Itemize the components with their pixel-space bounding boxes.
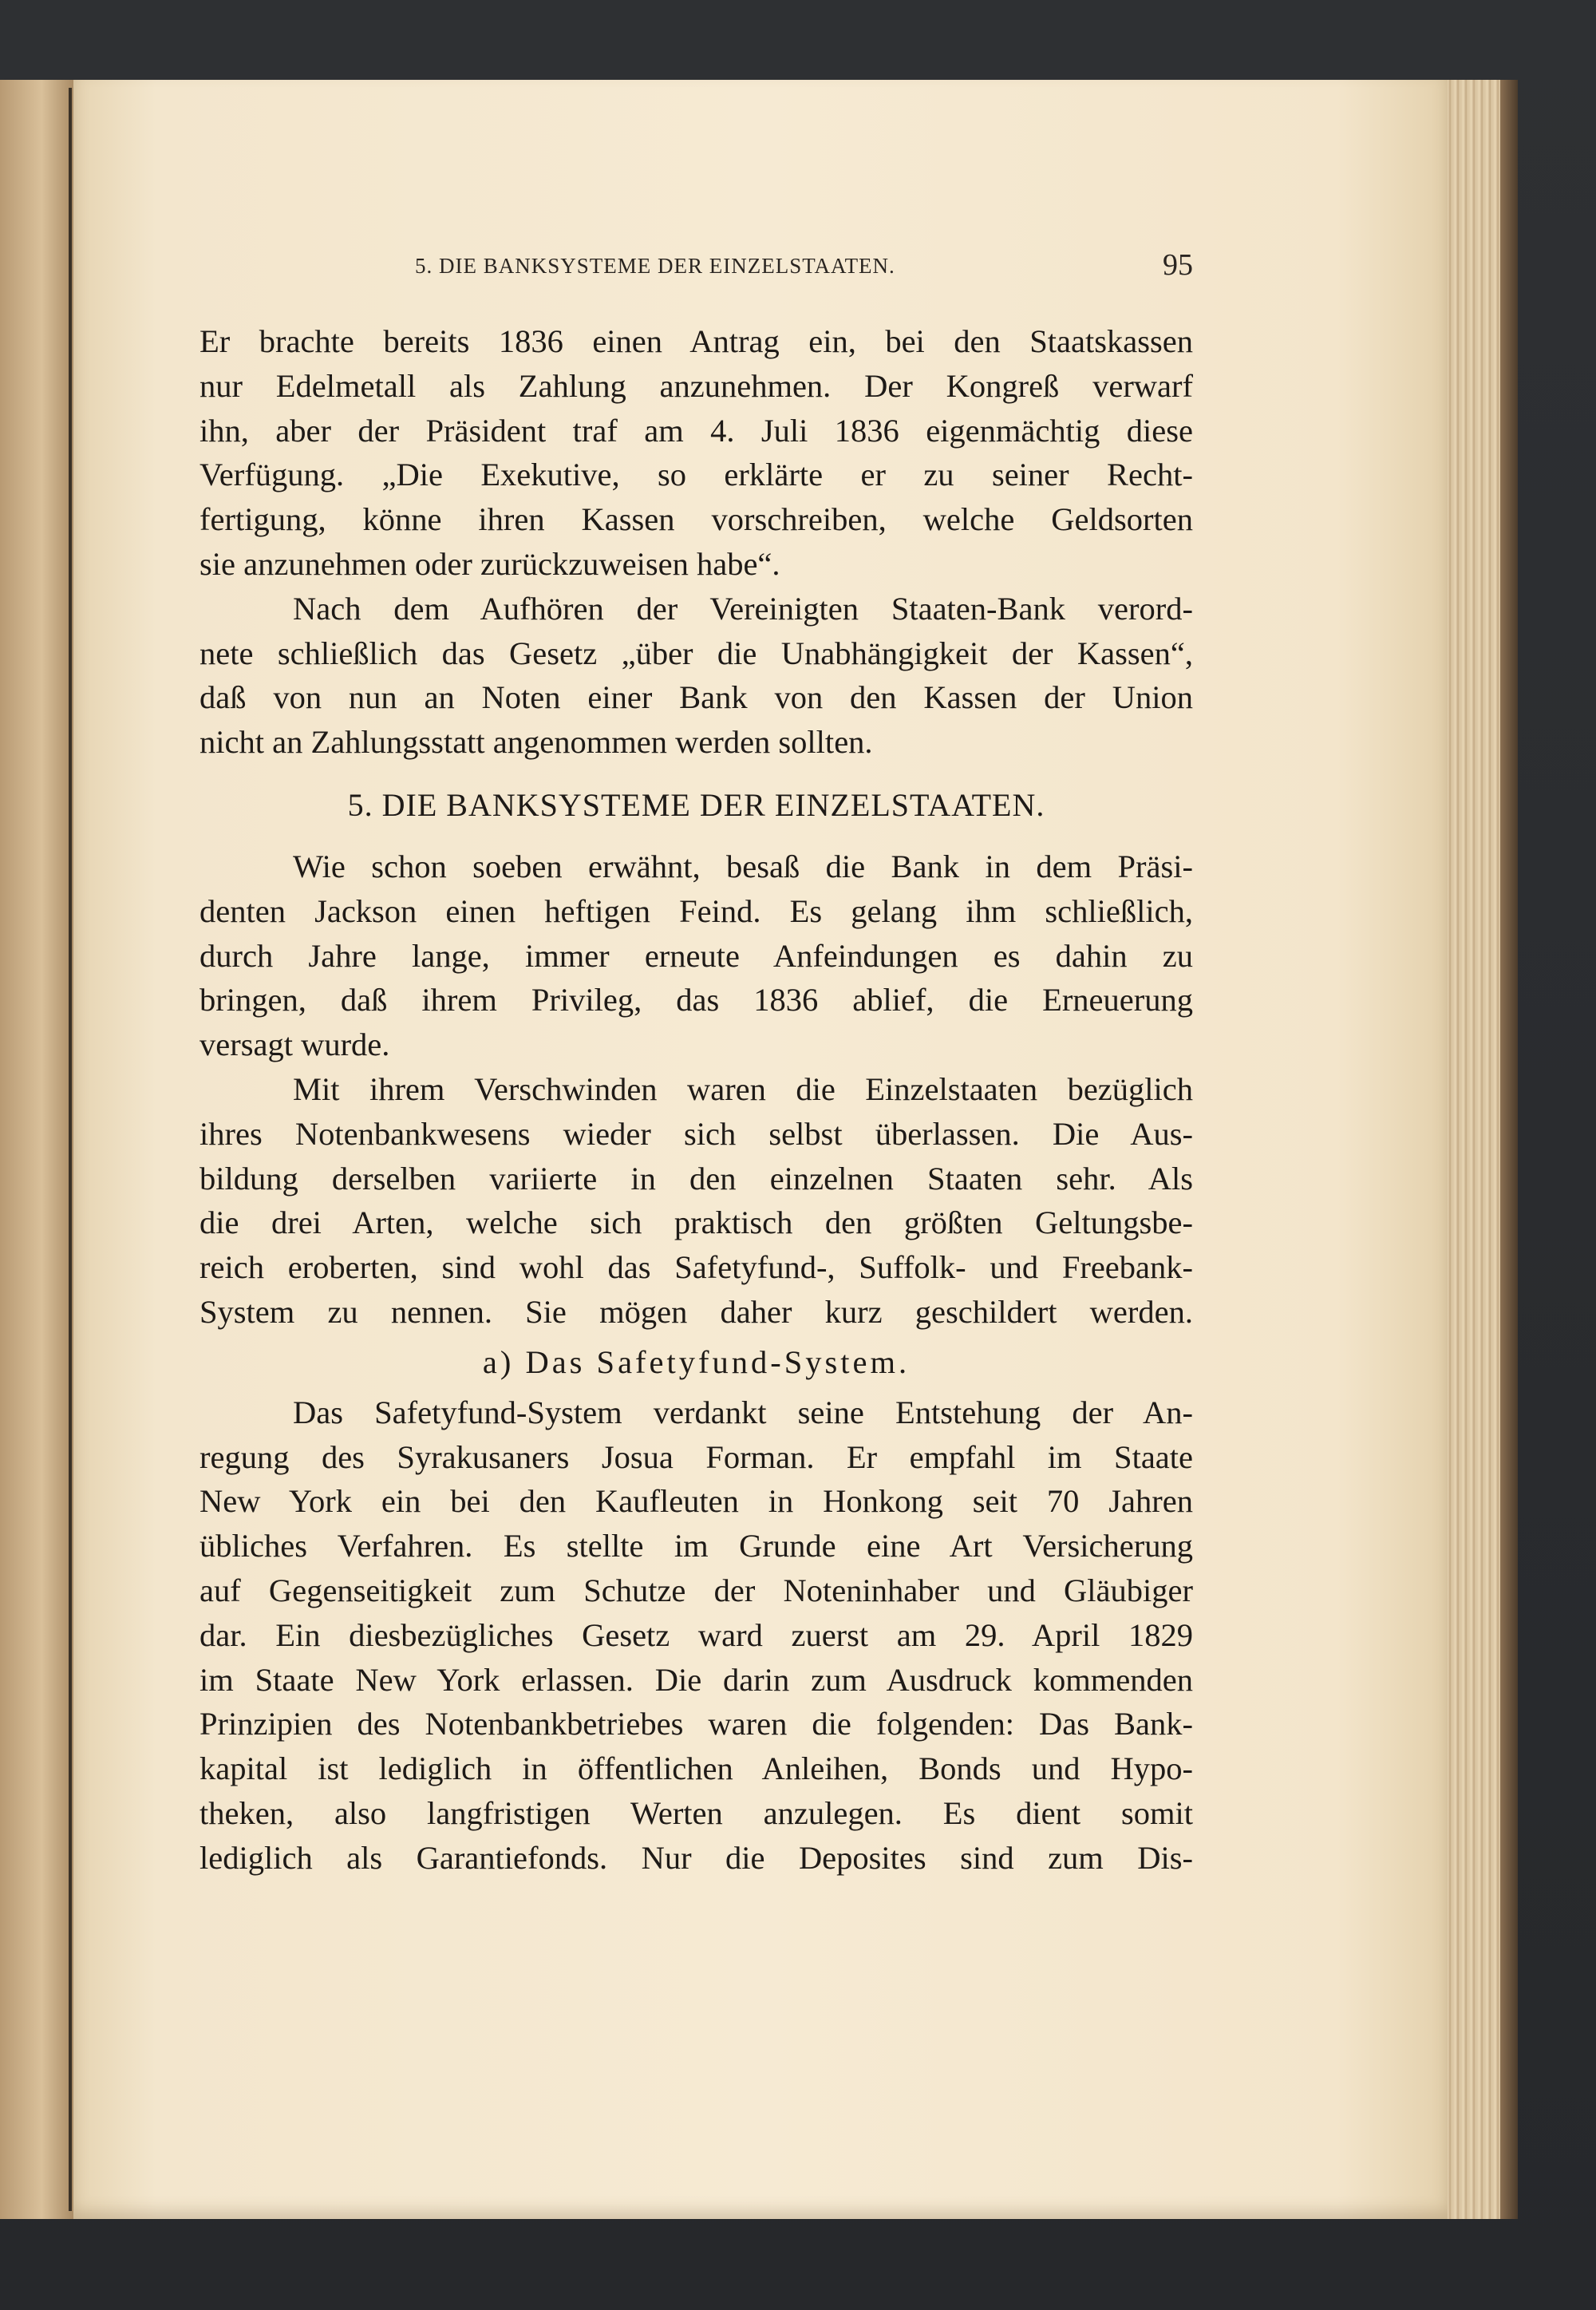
- text-line: ihn, aber der Präsident traf am 4. Juli 1836 eigenmächtig diese: [200, 412, 1193, 449]
- text-line: New York ein bei den Kaufleuten in Honkong seit 70 Jahren: [200, 1483, 1193, 1520]
- page-number: 95: [1163, 248, 1193, 282]
- text-line: die drei Arten, welche sich praktisch den größten Geltungsbe-: [200, 1204, 1193, 1241]
- paragraph-1: [200, 319, 1193, 587]
- text-line: Wie schon soeben erwähnt, besaß die Bank in dem Präsi-: [293, 848, 1193, 884]
- binding-shadow: [69, 88, 72, 2211]
- text-line: im Staate New York erlassen. Die darin zum Ausdruck kommenden: [200, 1661, 1193, 1698]
- text-line: Er brachte bereits 1836 einen Antrag ein, bei den Staatskassen: [200, 323, 1193, 359]
- text-line: nur Edelmetall als Zahlung anzunehmen. Der Kongreß verwarf: [200, 367, 1193, 404]
- text-line: dar. Ein diesbezügliches Gesetz ward zuerst am 29. April 1829: [200, 1616, 1193, 1653]
- page-stack-shadow: [1500, 80, 1518, 2219]
- page-body: [200, 319, 1193, 1881]
- running-head: 5. DIE BANKSYSTEME DER EINZELSTAATEN.: [415, 254, 895, 278]
- text-line: nete schließlich das Gesetz „über die Unabhängigkeit der Kassen“,: [200, 635, 1193, 671]
- text-line: Mit ihrem Verschwinden waren die Einzelstaaten bezüglich: [293, 1070, 1193, 1107]
- text-line: regung des Syrakusaners Josua Forman. Er empfahl im Staate: [200, 1438, 1193, 1475]
- text-line: theken, also langfristigen Werten anzulegen. Es dient somit: [200, 1794, 1193, 1831]
- section-heading: 5. DIE BANKSYSTEME DER EINZELSTAATEN.: [347, 786, 1045, 823]
- page-header: [200, 247, 1193, 287]
- text-line: ihres Notenbankwesens wieder sich selbst überlassen. Die Aus-: [200, 1115, 1193, 1152]
- text-line: Das Safetyfund-System verdankt seine Entstehung der An-: [293, 1394, 1193, 1430]
- text-line: übliches Verfahren. Es stellte im Grunde eine Art Versicherung: [200, 1528, 1193, 1564]
- text-line: versagt wurde.: [200, 1026, 390, 1063]
- text-line: bildung derselben variierte in den einzelnen Staaten sehr. Als: [200, 1160, 1193, 1197]
- text-line: bringen, daß ihrem Privileg, das 1836 ablief, die Erneuerung: [200, 982, 1193, 1019]
- text-line: Nach dem Aufhören der Vereinigten Staaten-Bank verord-: [293, 590, 1193, 627]
- text-line: nicht an Zahlungsstatt angenommen werden sollten.: [200, 724, 873, 761]
- text-line: denten Jackson einen heftigen Feind. Es gelang ihm schließlich,: [200, 892, 1193, 929]
- text-line: daß von nun an Noten einer Bank von den Kassen der Union: [200, 679, 1193, 716]
- paragraph-3: [200, 844, 1193, 1067]
- paragraph-4: [200, 1067, 1193, 1335]
- paragraph-5: [200, 1390, 1193, 1881]
- paragraph-2: [200, 587, 1193, 765]
- text-line: System zu nennen. Sie mögen daher kurz geschildert werden.: [200, 1293, 1193, 1330]
- text-line: fertigung, könne ihren Kassen vorschreiben, welche Geldsorten: [200, 501, 1193, 538]
- text-line: auf Gegenseitigkeit zum Schutze der Noteninhaber und Gläubiger: [200, 1572, 1193, 1608]
- text-line: kapital ist lediglich in öffentlichen Anleihen, Bonds und Hypo-: [200, 1750, 1193, 1787]
- text-line: Prinzipien des Notenbankbetriebes waren die folgenden: Das Bank-: [200, 1706, 1193, 1742]
- left-page-edge: [0, 80, 76, 2219]
- text-line: durch Jahre lange, immer erneute Anfeindungen es dahin zu: [200, 937, 1193, 974]
- text-line: Verfügung. „Die Exekutive, so erklärte er zu seiner Recht-: [200, 457, 1193, 493]
- text-line: reich eroberten, sind wohl das Safetyfund-, Suffolk- und Freebank-: [200, 1249, 1193, 1286]
- text-line: lediglich als Garantiefonds. Nur die Deposites sind zum Dis-: [200, 1839, 1193, 1876]
- text-line: sie anzunehmen oder zurückzuweisen habe“.: [200, 545, 780, 582]
- subsection-heading: a) Das Safetyfund-System.: [482, 1343, 911, 1380]
